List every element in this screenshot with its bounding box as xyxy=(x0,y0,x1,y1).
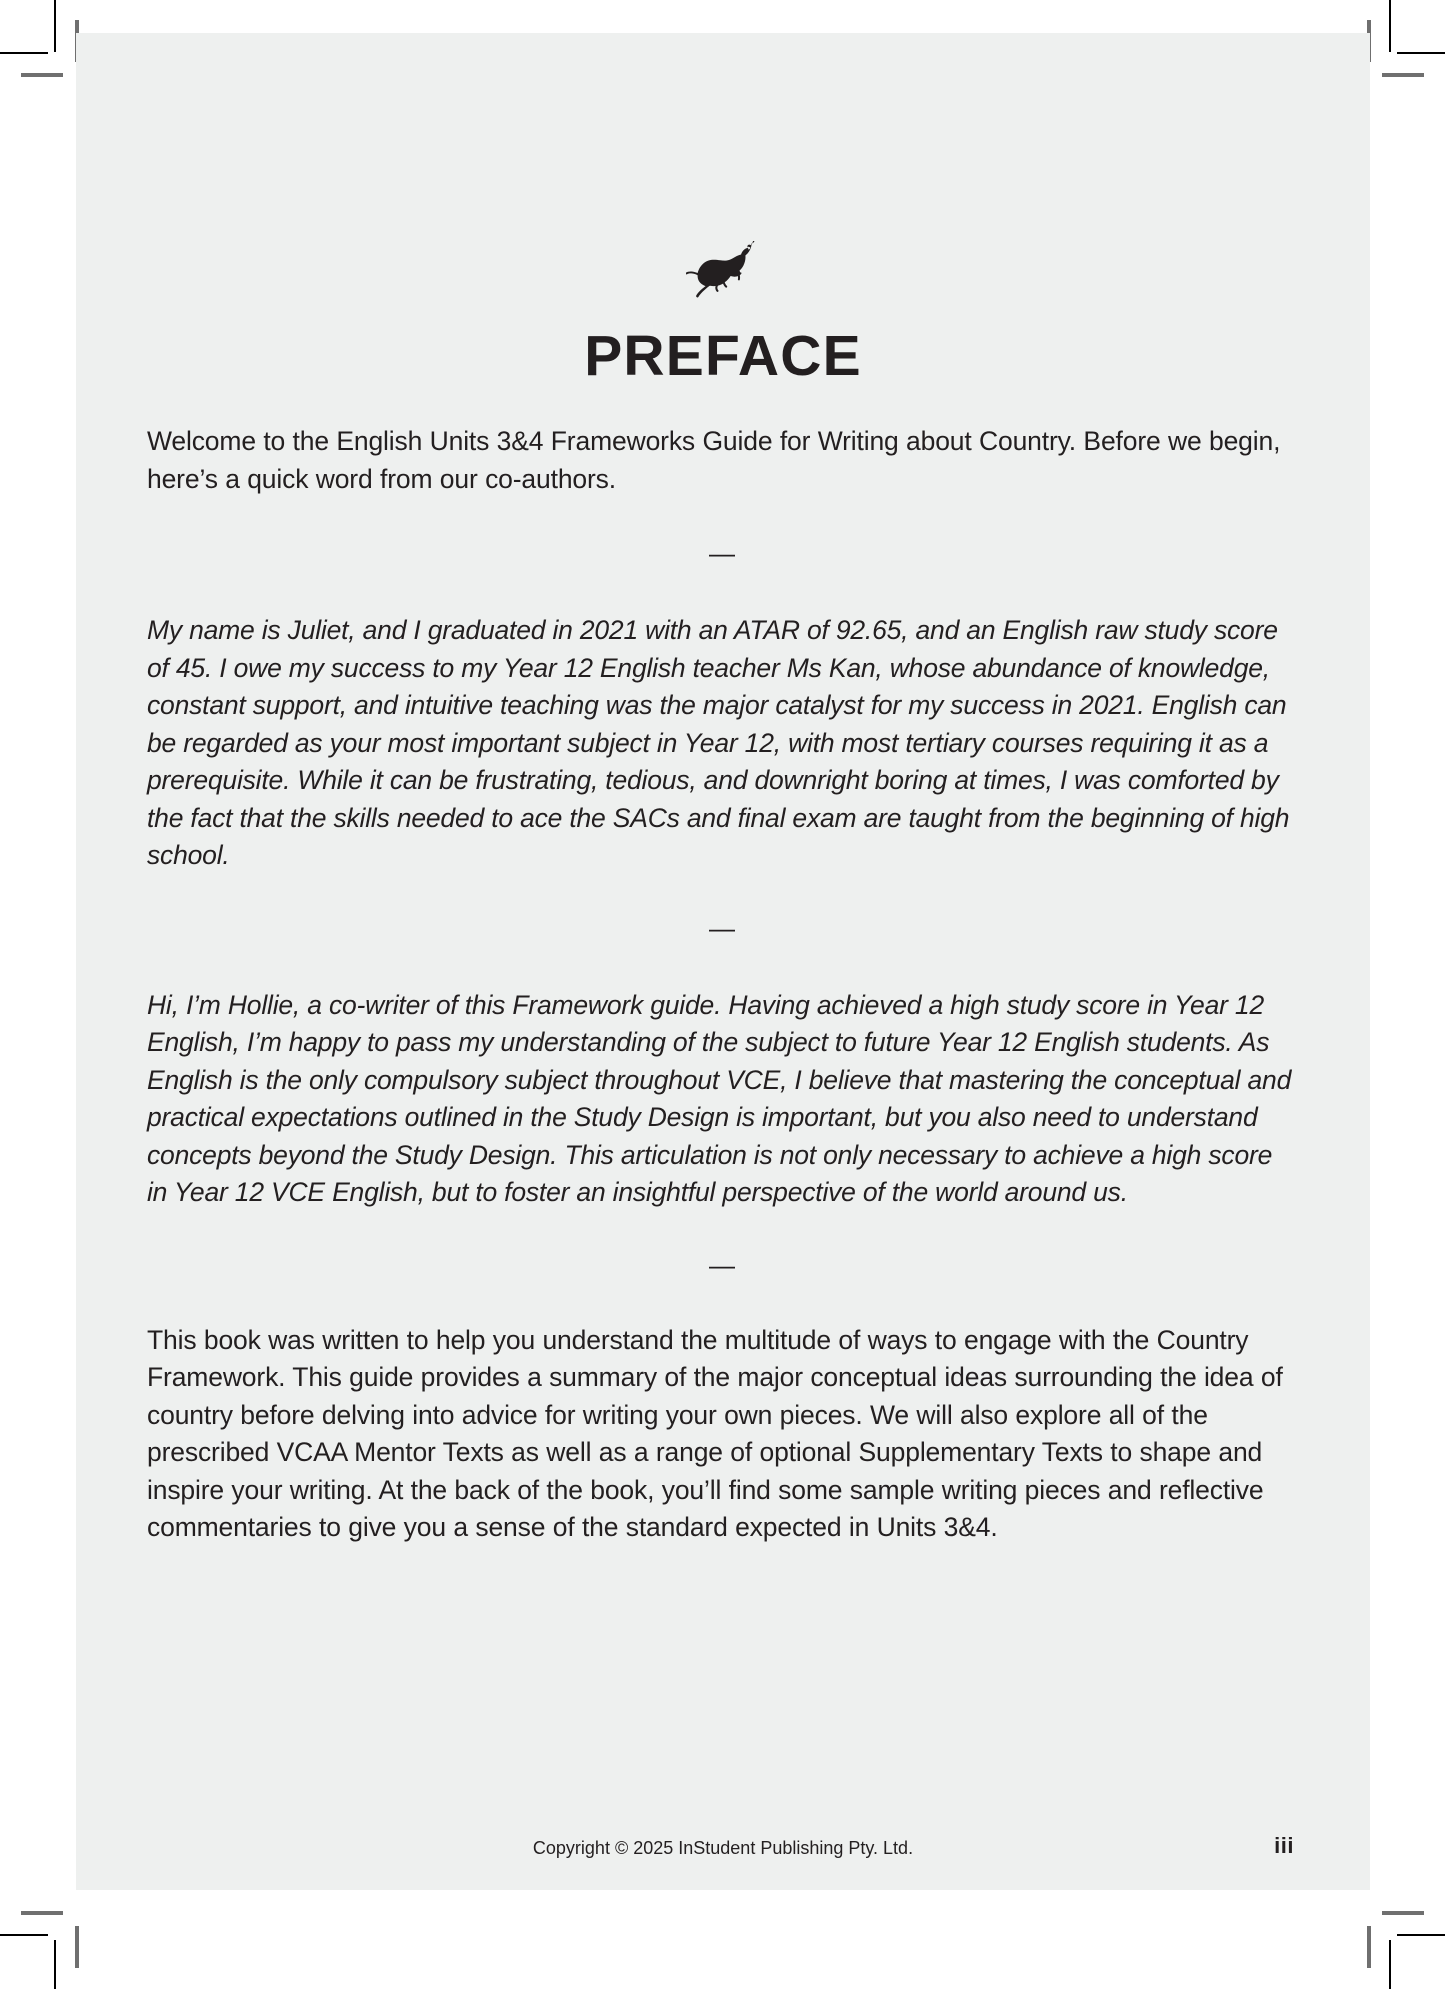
crop-mark-bottom-right-vertical xyxy=(1389,1940,1391,1989)
page-number: iii xyxy=(1274,1833,1294,1858)
crop-mark-bottom-left-vertical xyxy=(54,1940,56,1989)
preface-content xyxy=(147,423,1297,1547)
crop-mark-top-left-vertical xyxy=(54,0,56,52)
spacer xyxy=(147,875,1297,915)
section-divider-1: — xyxy=(709,538,735,568)
crop-mark-top-left-horizontal xyxy=(0,52,48,54)
closing-paragraph: This book was written to help you understand the multitude of ways to engage with the Country Framework. This guide provides a summary of the major conceptual ideas surrounding the idea of country before delving into advice for writing your own pieces. We will also explore all of the prescribed VCAA Mentor Texts as well as a range of optional Supplementary Texts to shape and inspire your writing. At the back of the book, you’ll find some sample writing pieces and reflective commentaries to give you a sense of the standard expected in Units 3&4. xyxy=(147,1324,1283,1542)
section-divider-3: — xyxy=(709,1249,735,1280)
section-divider-2: — xyxy=(709,912,735,943)
page-content-column xyxy=(147,33,1299,1890)
tick-mark-top-right-horizontal xyxy=(1382,73,1424,77)
spacer xyxy=(147,941,1297,987)
crop-mark-top-right-horizontal xyxy=(1397,52,1445,54)
spacer xyxy=(147,1212,1297,1252)
crop-mark-bottom-right-horizontal xyxy=(1397,1934,1445,1936)
tick-mark-bottom-right-horizontal xyxy=(1382,1911,1424,1915)
crop-mark-top-right-vertical xyxy=(1389,0,1391,52)
copyright-notice: Copyright © 2025 InStudent Publishing Pty. Ltd. xyxy=(532,1838,914,1858)
tick-mark-bottom-left-horizontal xyxy=(21,1911,63,1915)
spacer xyxy=(147,1278,1297,1322)
crop-mark-bottom-left-horizontal xyxy=(0,1934,48,1936)
page-title: PREFACE xyxy=(584,324,862,388)
intro-paragraph: Welcome to the English Units 3&4 Frameworks Guide for Writing about Country. Before we begin, here’s a quick word from our co-authors. xyxy=(147,426,1281,494)
tick-mark-top-left-horizontal xyxy=(21,73,63,77)
kangaroo-logo xyxy=(147,241,1299,299)
tick-mark-bottom-left-vertical xyxy=(75,1926,79,1968)
kangaroo-icon xyxy=(686,241,760,299)
author-statement-hollie: Hi, I’m Hollie, a co-writer of this Framework guide. Having achieved a high study score in Year 12 English, I’m happy to pass my understanding of the subject to future Year 12 English students. As English is the only compulsory subject throughout VCE, I believe that mastering the conceptual and practical expectations outlined in the Study Design is important, but you also need to understand concepts beyond the Study Design. This articulation is not only necessary to achieve a high score in Year 12 VCE English, but to foster an insightful perspective of the world around us. xyxy=(147,989,1292,1207)
spacer xyxy=(147,498,1297,540)
tick-mark-bottom-right-vertical xyxy=(1367,1926,1371,1968)
author-statement-juliet: My name is Juliet, and I graduated in 2021 with an ATAR of 92.65, and an English raw study score of 45. I owe my success to my Year 12 English teacher Ms Kan, whose abundance of knowledge, constant support, and intuitive teaching was the major catalyst for my success in 2021. English can be regarded as your most important subject in Year 12, with most tertiary courses requiring it as a prerequisite. While it can be frustrating, tedious, and downright boring at times, I was comforted by the fact that the skills needed to ace the SACs and final exam are taught from the beginning of high school. xyxy=(147,615,1290,870)
spacer xyxy=(147,566,1297,612)
book-page xyxy=(76,33,1370,1890)
